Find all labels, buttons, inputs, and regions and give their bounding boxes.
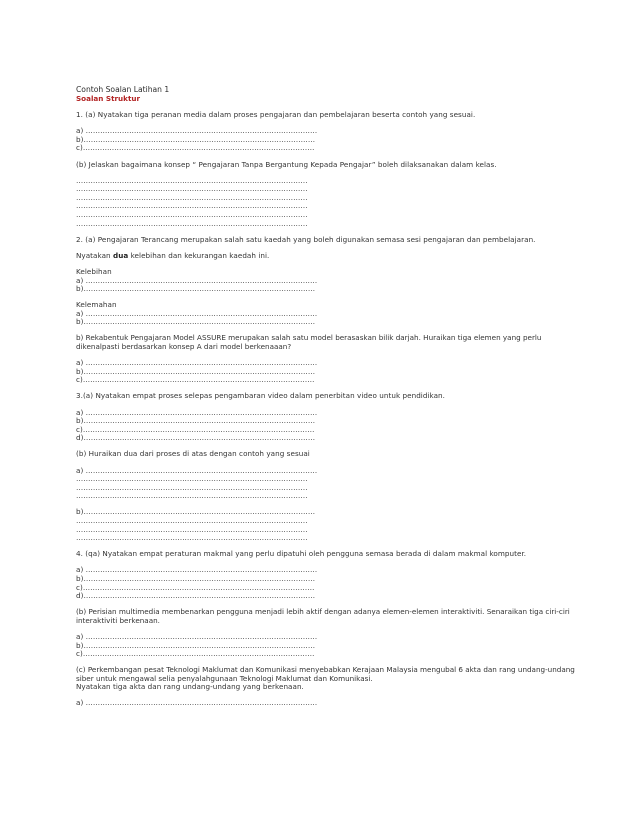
answer-line: b)…………………………………………………………………………………… <box>76 135 316 144</box>
answer-line: a) …………………………………………………………………………………… <box>76 699 318 708</box>
question-1b: (b) Jelaskan bagaimana konsep “ Pengajaran Tanpa Bergantung Kepada Pengajar” boleh dilaksanakan dalam kelas. <box>76 160 497 169</box>
question-2a: 2. (a) Pengajaran Terancang merupakan salah satu kaedah yang boleh digunakan semasa sesi pengajaran dan pembelajaran. <box>76 235 536 244</box>
answer-line: …………………………………………………………………………………… <box>76 492 308 501</box>
answer-line: b)…………………………………………………………………………………… <box>76 318 316 327</box>
answer-line: a) …………………………………………………………………………………… <box>76 566 318 575</box>
question-4c-instruction: Nyatakan tiga akta dan rang undang-undang yang berkenaan. <box>76 683 304 692</box>
answer-line: …………………………………………………………………………………… <box>76 176 308 185</box>
answer-line: …………………………………………………………………………………… <box>76 475 308 484</box>
answer-line: b)…………………………………………………………………………………… <box>76 285 316 294</box>
answer-line: a) …………………………………………………………………………………… <box>76 632 318 641</box>
question-4c: (c) Perkembangan pesat Teknologi Maklumat dan Komunikasi menyebabkan Kerajaan Malaysia mengubal 6 akta dan rang undang-undang siber untuk mengawal selia penyalahgunaan Teknologi Maklumat dan Komunikasi. <box>76 665 575 683</box>
instruction-text: Nyatakan <box>76 251 113 260</box>
answer-line: a) …………………………………………………………………………………… <box>76 408 318 417</box>
answer-line: b)…………………………………………………………………………………… <box>76 417 316 426</box>
answer-line: …………………………………………………………………………………… <box>76 185 308 194</box>
answer-line: a) …………………………………………………………………………………… <box>76 466 318 475</box>
answer-line: a) …………………………………………………………………………………… <box>76 309 318 318</box>
question-1a: 1. (a) Nyatakan tiga peranan media dalam proses pengajaran dan pembelajaran beserta contoh yang sesuai. <box>76 111 476 120</box>
question-4b: (b) Perisian multimedia membenarkan pengguna menjadi lebih aktif dengan adanya elemen-elemen interaktiviti. Senaraikan tiga ciri-ciri interaktiviti berkenaan. <box>76 607 570 625</box>
answer-line: …………………………………………………………………………………… <box>76 193 308 202</box>
answer-line: c)…………………………………………………………………………………… <box>76 376 315 385</box>
answer-line: d)…………………………………………………………………………………… <box>76 592 316 601</box>
answer-line: a) …………………………………………………………………………………… <box>76 359 318 368</box>
question-3b: (b) Huraikan dua dari proses di atas dengan contoh yang sesuai <box>76 450 310 459</box>
answer-line: …………………………………………………………………………………… <box>76 211 308 220</box>
answer-line: c)…………………………………………………………………………………… <box>76 144 315 153</box>
answer-line: …………………………………………………………………………………… <box>76 525 308 534</box>
answer-line: b)…………………………………………………………………………………… <box>76 367 316 376</box>
answer-line: …………………………………………………………………………………… <box>76 516 308 525</box>
answer-line: c)…………………………………………………………………………………… <box>76 650 315 659</box>
kelemahan-heading: Kelemahan <box>76 301 117 310</box>
answer-line: …………………………………………………………………………………… <box>76 534 308 543</box>
instruction-text: kelebihan dan kekurangan kaedah ini. <box>128 251 270 260</box>
answer-line: …………………………………………………………………………………… <box>76 483 308 492</box>
answer-line: b)…………………………………………………………………………………… <box>76 641 316 650</box>
kelebihan-heading: Kelebihan <box>76 267 112 276</box>
question-2a-instruction <box>76 252 576 261</box>
answer-line: b)…………………………………………………………………………………… <box>76 574 316 583</box>
question-3a: 3.(a) Nyatakan empat proses selepas pengambaran video dalam penerbitan video untuk pendidikan. <box>76 392 445 401</box>
answer-line: d)…………………………………………………………………………………… <box>76 434 316 443</box>
answer-line: …………………………………………………………………………………… <box>76 219 308 228</box>
instruction-emphasis: dua <box>113 251 129 260</box>
answer-line: …………………………………………………………………………………… <box>76 202 308 211</box>
answer-line: a) …………………………………………………………………………………… <box>76 127 318 136</box>
answer-line: a) …………………………………………………………………………………… <box>76 276 318 285</box>
document-subtitle: Soalan Struktur <box>76 93 141 103</box>
document-title: Contoh Soalan Latihan 1 <box>76 85 170 94</box>
answer-line: c)…………………………………………………………………………………… <box>76 425 315 434</box>
answer-line: b)…………………………………………………………………………………… <box>76 508 316 517</box>
document-page <box>76 86 576 708</box>
question-2b: b) Rekabentuk Pengajaran Model ASSURE merupakan salah satu model berasaskan bilik darjah. Huraikan tiga elemen yang perlu dikenalpasti berdasarkan konsep A dari model berkenaaan? <box>76 333 542 352</box>
answer-line: c)…………………………………………………………………………………… <box>76 583 315 592</box>
question-4a: 4. (qa) Nyatakan empat peraturan makmal yang perlu dipatuhi oleh pengguna semasa berada di dalam makmal komputer. <box>76 550 527 559</box>
